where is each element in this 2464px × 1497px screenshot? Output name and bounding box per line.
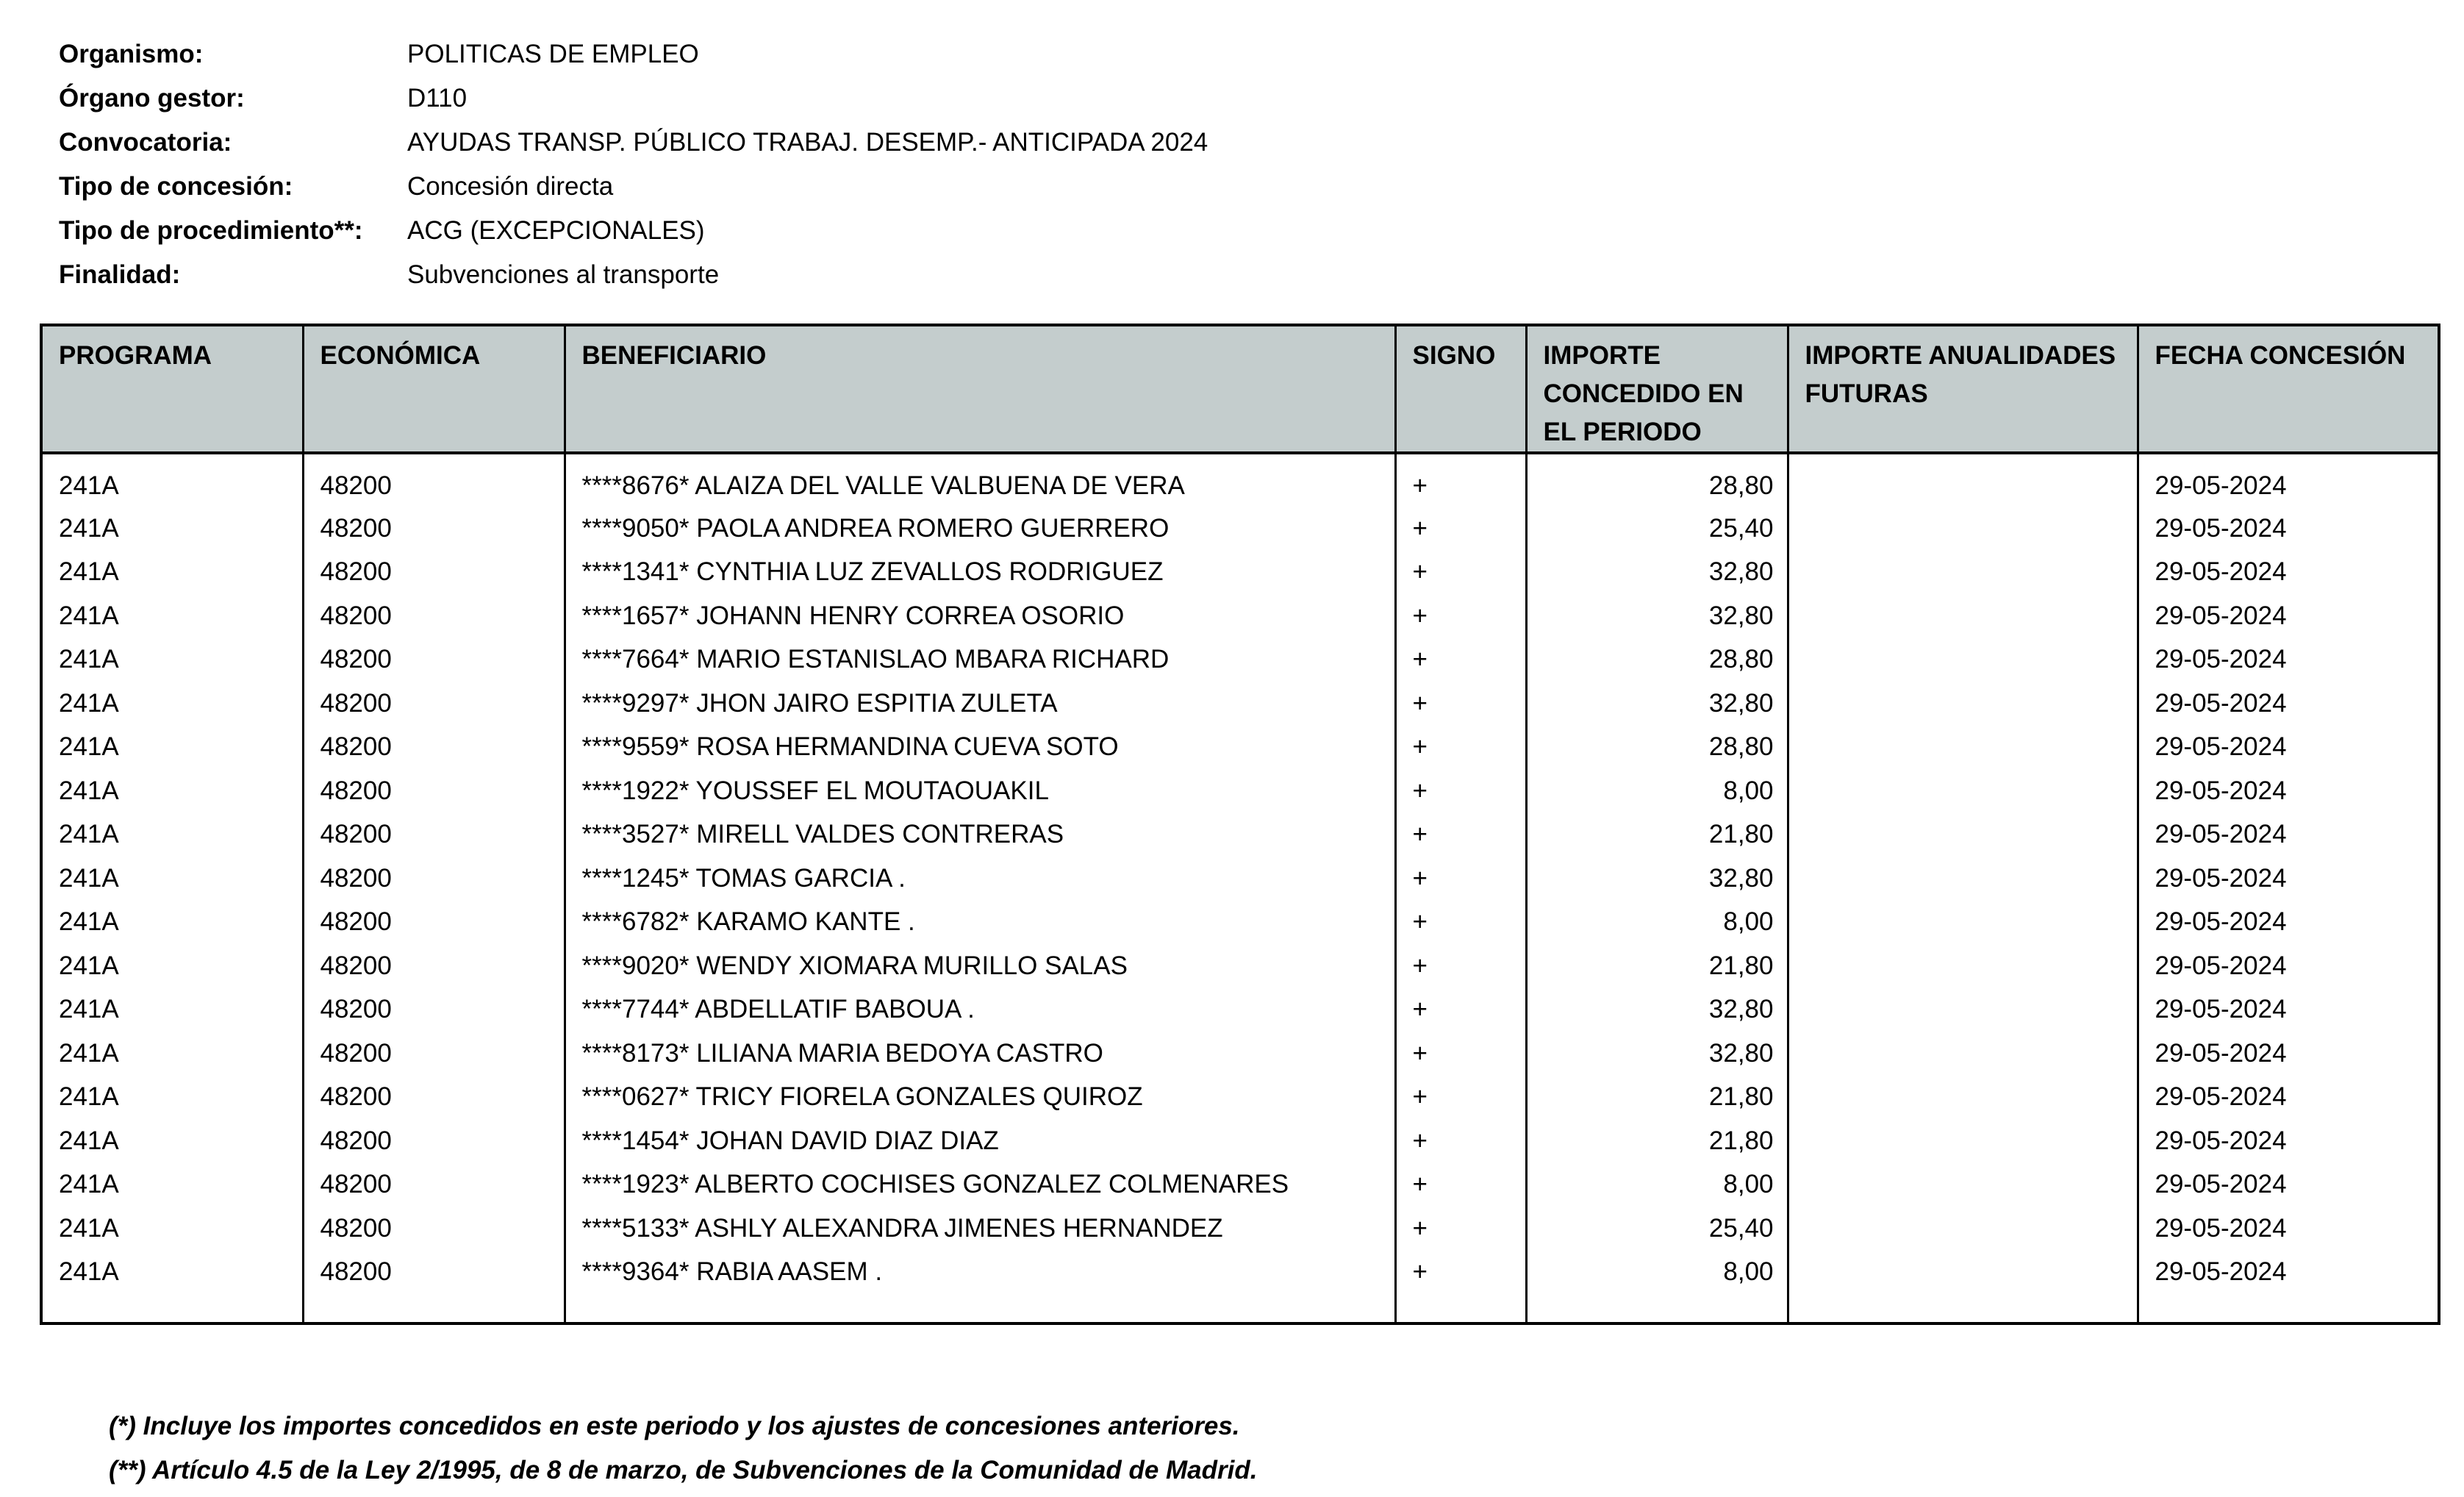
cell-beneficiario: ****1922* YOUSSEF EL MOUTAOUAKIL	[565, 769, 1395, 813]
cell-importe: 8,00	[1526, 1163, 1788, 1207]
header-economica: ECONÓMICA	[303, 325, 565, 453]
header-beneficiario: BENEFICIARIO	[565, 325, 1395, 453]
meta-label: Finalidad:	[59, 260, 181, 289]
cell-economica: 48200	[303, 453, 565, 507]
cell-beneficiario: ****9364* RABIA AASEM .	[565, 1251, 1395, 1295]
cell-importe-futuras	[1788, 1163, 2138, 1207]
meta-label: Tipo de procedimiento**:	[59, 216, 363, 245]
table-body	[41, 453, 2439, 1323]
footnotes	[109, 1404, 1257, 1493]
cell-importe-futuras	[1788, 901, 2138, 945]
cell-economica: 48200	[303, 682, 565, 726]
cell-fecha: 29-05-2024	[2138, 1163, 2439, 1207]
metadata-block	[59, 32, 1208, 297]
cell-fecha: 29-05-2024	[2138, 682, 2439, 726]
cell-importe-futuras	[1788, 682, 2138, 726]
cell-importe: 28,80	[1526, 453, 1788, 507]
cell-programa: 241A	[41, 594, 303, 638]
cell-beneficiario: ****1657* JOHANN HENRY CORREA OSORIO	[565, 594, 1395, 638]
cell-signo: +	[1395, 638, 1526, 682]
cell-beneficiario: ****9559* ROSA HERMANDINA CUEVA SOTO	[565, 726, 1395, 770]
cell-signo: +	[1395, 1076, 1526, 1120]
meta-row-tipo-concesion	[59, 165, 1208, 209]
footnote-importes: (*) Incluye los importes concedidos en este periodo y los ajustes de concesiones anteriores.	[109, 1412, 1240, 1440]
cell-programa: 241A	[41, 453, 303, 507]
cell-fecha: 29-05-2024	[2138, 944, 2439, 988]
cell-fecha: 29-05-2024	[2138, 726, 2439, 770]
cell-beneficiario: ****3527* MIRELL VALDES CONTRERAS	[565, 813, 1395, 857]
cell-beneficiario: ****8173* LILIANA MARIA BEDOYA CASTRO	[565, 1032, 1395, 1076]
table-row	[41, 1032, 2439, 1076]
cell-signo: +	[1395, 507, 1526, 551]
cell-programa: 241A	[41, 1251, 303, 1295]
footnote-ley: (**) Artículo 4.5 de la Ley 2/1995, de 8 de marzo, de Subvenciones de la Comunidad de Madrid.	[109, 1456, 1258, 1485]
cell-importe: 21,80	[1526, 944, 1788, 988]
cell-programa: 241A	[41, 813, 303, 857]
table-row	[41, 1207, 2439, 1251]
cell-programa: 241A	[41, 507, 303, 551]
meta-label: Órgano gestor:	[59, 84, 245, 112]
table-row	[41, 1163, 2439, 1207]
cell-beneficiario: ****9050* PAOLA ANDREA ROMERO GUERRERO	[565, 507, 1395, 551]
table-row	[41, 857, 2439, 901]
cell-beneficiario: ****7664* MARIO ESTANISLAO MBARA RICHARD	[565, 638, 1395, 682]
table-row	[41, 988, 2439, 1032]
table-row	[41, 1076, 2439, 1120]
cell-importe: 28,80	[1526, 638, 1788, 682]
table-row	[41, 507, 2439, 551]
cell-economica: 48200	[303, 769, 565, 813]
cell-beneficiario: ****0627* TRICY FIORELA GONZALES QUIROZ	[565, 1076, 1395, 1120]
table-row	[41, 1119, 2439, 1163]
cell-importe-futuras	[1788, 1119, 2138, 1163]
cell-programa: 241A	[41, 1207, 303, 1251]
cell-importe: 32,80	[1526, 1032, 1788, 1076]
table-row	[41, 453, 2439, 507]
cell-fecha: 29-05-2024	[2138, 1032, 2439, 1076]
cell-importe-futuras	[1788, 1207, 2138, 1251]
cell-signo: +	[1395, 1119, 1526, 1163]
cell-beneficiario: ****1341* CYNTHIA LUZ ZEVALLOS RODRIGUEZ	[565, 551, 1395, 595]
table-row	[41, 638, 2439, 682]
table-header-row	[41, 325, 2439, 453]
cell-signo: +	[1395, 1251, 1526, 1295]
header-signo: SIGNO	[1395, 325, 1526, 453]
cell-economica: 48200	[303, 638, 565, 682]
header-importe-periodo: IMPORTE CONCEDIDO EN EL PERIODO	[1526, 325, 1788, 453]
cell-importe-futuras	[1788, 857, 2138, 901]
cell-beneficiario: ****7744* ABDELLATIF BABOUA .	[565, 988, 1395, 1032]
cell-importe-futuras	[1788, 726, 2138, 770]
cell-importe: 28,80	[1526, 726, 1788, 770]
cell-economica: 48200	[303, 1251, 565, 1295]
cell-fecha: 29-05-2024	[2138, 507, 2439, 551]
cell-economica: 48200	[303, 857, 565, 901]
cell-importe: 25,40	[1526, 1207, 1788, 1251]
cell-programa: 241A	[41, 769, 303, 813]
meta-row-organo-gestor	[59, 76, 1208, 121]
cell-economica: 48200	[303, 1032, 565, 1076]
meta-value: D110	[407, 84, 468, 112]
table-row	[41, 682, 2439, 726]
cell-signo: +	[1395, 901, 1526, 945]
cell-programa: 241A	[41, 988, 303, 1032]
cell-programa: 241A	[41, 1163, 303, 1207]
table-spacer-row	[41, 1294, 2439, 1323]
cell-fecha: 29-05-2024	[2138, 769, 2439, 813]
cell-importe: 21,80	[1526, 813, 1788, 857]
table-row	[41, 1251, 2439, 1295]
cell-importe: 32,80	[1526, 857, 1788, 901]
meta-label: Tipo de concesión:	[59, 172, 293, 201]
table-row	[41, 769, 2439, 813]
meta-row-organismo	[59, 32, 1208, 76]
cell-beneficiario: ****6782* KARAMO KANTE .	[565, 901, 1395, 945]
cell-signo: +	[1395, 551, 1526, 595]
meta-value: POLITICAS DE EMPLEO	[407, 40, 699, 68]
cell-programa: 241A	[41, 944, 303, 988]
cell-programa: 241A	[41, 857, 303, 901]
cell-economica: 48200	[303, 1207, 565, 1251]
cell-beneficiario: ****1245* TOMAS GARCIA .	[565, 857, 1395, 901]
cell-economica: 48200	[303, 901, 565, 945]
cell-economica: 48200	[303, 1119, 565, 1163]
header-programa: PROGRAMA	[41, 325, 303, 453]
meta-value: AYUDAS TRANSP. PÚBLICO TRABAJ. DESEMP.- ANTICIPADA 2024	[407, 128, 1208, 157]
cell-signo: +	[1395, 988, 1526, 1032]
cell-fecha: 29-05-2024	[2138, 1251, 2439, 1295]
meta-label: Organismo:	[59, 40, 204, 68]
cell-economica: 48200	[303, 1076, 565, 1120]
grants-table	[40, 324, 2440, 1325]
cell-importe: 32,80	[1526, 988, 1788, 1032]
cell-importe: 32,80	[1526, 594, 1788, 638]
cell-signo: +	[1395, 594, 1526, 638]
cell-beneficiario: ****1454* JOHAN DAVID DIAZ DIAZ	[565, 1119, 1395, 1163]
cell-importe-futuras	[1788, 769, 2138, 813]
cell-fecha: 29-05-2024	[2138, 1207, 2439, 1251]
cell-economica: 48200	[303, 726, 565, 770]
cell-signo: +	[1395, 1207, 1526, 1251]
cell-importe: 32,80	[1526, 682, 1788, 726]
cell-economica: 48200	[303, 813, 565, 857]
cell-economica: 48200	[303, 1163, 565, 1207]
cell-programa: 241A	[41, 901, 303, 945]
cell-programa: 241A	[41, 1119, 303, 1163]
cell-importe-futuras	[1788, 1076, 2138, 1120]
cell-importe-futuras	[1788, 638, 2138, 682]
cell-programa: 241A	[41, 1076, 303, 1120]
table-row	[41, 901, 2439, 945]
cell-programa: 241A	[41, 726, 303, 770]
meta-row-tipo-procedimiento	[59, 209, 1208, 253]
cell-fecha: 29-05-2024	[2138, 1119, 2439, 1163]
table-row	[41, 726, 2439, 770]
cell-economica: 48200	[303, 507, 565, 551]
cell-signo: +	[1395, 682, 1526, 726]
cell-importe-futuras	[1788, 944, 2138, 988]
header-importe-futuras: IMPORTE ANUALIDADES FUTURAS	[1788, 325, 2138, 453]
table-row	[41, 551, 2439, 595]
meta-row-finalidad	[59, 253, 1208, 297]
cell-importe-futuras	[1788, 551, 2138, 595]
cell-importe: 8,00	[1526, 1251, 1788, 1295]
cell-signo: +	[1395, 813, 1526, 857]
cell-importe-futuras	[1788, 507, 2138, 551]
cell-programa: 241A	[41, 551, 303, 595]
cell-fecha: 29-05-2024	[2138, 901, 2439, 945]
cell-signo: +	[1395, 944, 1526, 988]
cell-fecha: 29-05-2024	[2138, 1076, 2439, 1120]
cell-programa: 241A	[41, 1032, 303, 1076]
meta-value: Subvenciones al transporte	[407, 260, 720, 289]
cell-fecha: 29-05-2024	[2138, 453, 2439, 507]
cell-signo: +	[1395, 857, 1526, 901]
table-row	[41, 944, 2439, 988]
cell-economica: 48200	[303, 944, 565, 988]
cell-importe-futuras	[1788, 988, 2138, 1032]
cell-signo: +	[1395, 769, 1526, 813]
cell-economica: 48200	[303, 551, 565, 595]
cell-fecha: 29-05-2024	[2138, 857, 2439, 901]
cell-beneficiario: ****9297* JHON JAIRO ESPITIA ZULETA	[565, 682, 1395, 726]
meta-label: Convocatoria:	[59, 128, 232, 157]
cell-economica: 48200	[303, 594, 565, 638]
cell-signo: +	[1395, 1032, 1526, 1076]
table-row	[41, 813, 2439, 857]
cell-beneficiario: ****9020* WENDY XIOMARA MURILLO SALAS	[565, 944, 1395, 988]
cell-fecha: 29-05-2024	[2138, 638, 2439, 682]
meta-value: Concesión directa	[407, 172, 614, 201]
cell-programa: 241A	[41, 682, 303, 726]
cell-fecha: 29-05-2024	[2138, 988, 2439, 1032]
cell-importe: 25,40	[1526, 507, 1788, 551]
meta-value: ACG (EXCEPCIONALES)	[407, 216, 705, 245]
cell-signo: +	[1395, 726, 1526, 770]
cell-beneficiario: ****8676* ALAIZA DEL VALLE VALBUENA DE VERA	[565, 453, 1395, 507]
cell-importe-futuras	[1788, 1032, 2138, 1076]
cell-beneficiario: ****5133* ASHLY ALEXANDRA JIMENES HERNANDEZ	[565, 1207, 1395, 1251]
cell-importe: 8,00	[1526, 769, 1788, 813]
cell-importe-futuras	[1788, 1251, 2138, 1295]
cell-importe: 32,80	[1526, 551, 1788, 595]
cell-fecha: 29-05-2024	[2138, 551, 2439, 595]
table-row	[41, 594, 2439, 638]
cell-importe-futuras	[1788, 813, 2138, 857]
cell-importe: 8,00	[1526, 901, 1788, 945]
cell-importe-futuras	[1788, 594, 2138, 638]
cell-signo: +	[1395, 453, 1526, 507]
cell-economica: 48200	[303, 988, 565, 1032]
meta-row-convocatoria	[59, 121, 1208, 165]
cell-beneficiario: ****1923* ALBERTO COCHISES GONZALEZ COLMENARES	[565, 1163, 1395, 1207]
cell-importe: 21,80	[1526, 1076, 1788, 1120]
cell-fecha: 29-05-2024	[2138, 594, 2439, 638]
cell-signo: +	[1395, 1163, 1526, 1207]
cell-importe: 21,80	[1526, 1119, 1788, 1163]
cell-fecha: 29-05-2024	[2138, 813, 2439, 857]
cell-importe-futuras	[1788, 453, 2138, 507]
header-fecha: FECHA CONCESIÓN	[2138, 325, 2439, 453]
cell-programa: 241A	[41, 638, 303, 682]
